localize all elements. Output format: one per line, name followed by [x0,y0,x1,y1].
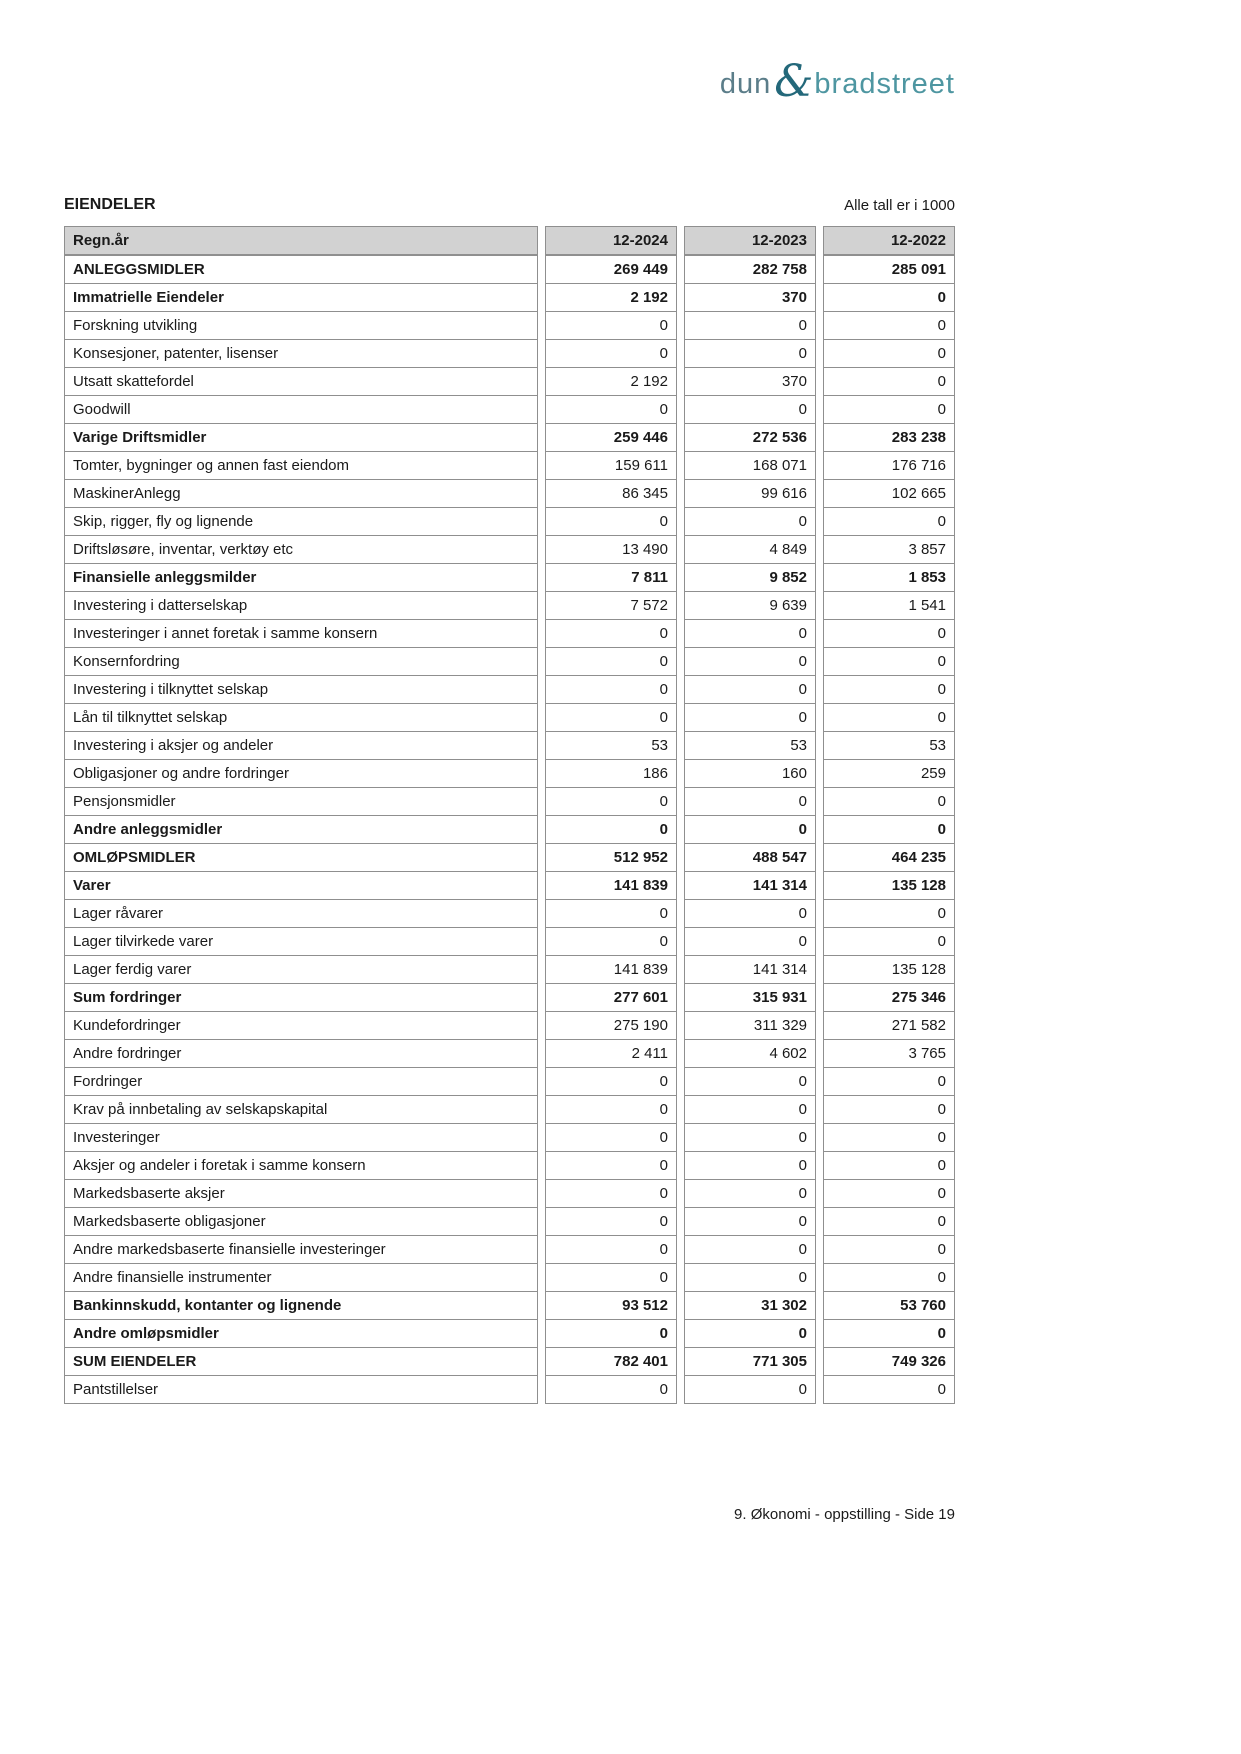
row-label: Lager ferdig varer [64,955,538,984]
table-row [64,675,955,704]
row-label: Utsatt skattefordel [64,367,538,396]
logo-word-dun: dun [719,68,772,100]
row-value: 0 [545,395,677,424]
row-value: 0 [545,1123,677,1152]
row-value: 0 [684,647,816,676]
row-value: 0 [545,339,677,368]
row-value: 53 760 [823,1291,955,1320]
row-value: 0 [823,703,955,732]
row-value: 0 [545,1263,677,1292]
row-value: 86 345 [545,479,677,508]
row-value: 0 [823,1375,955,1404]
row-label: Goodwill [64,395,538,424]
row-label: Aksjer og andeler i foretak i samme konsern [64,1151,538,1180]
table-row [64,1095,955,1124]
row-value: 160 [684,759,816,788]
row-value: 2 411 [545,1039,677,1068]
table-row [64,1235,955,1264]
table-row [64,1207,955,1236]
table-row [64,899,955,928]
row-label: Investering i aksjer og andeler [64,731,538,760]
row-value: 168 071 [684,451,816,480]
table-row [64,1011,955,1040]
table-row [64,395,955,424]
row-value: 135 128 [823,871,955,900]
units-note: Alle tall er i 1000 [844,197,955,214]
row-value: 0 [684,1151,816,1180]
table-row [64,787,955,816]
row-label: SUM EIENDELER [64,1347,538,1376]
row-value: 283 238 [823,423,955,452]
table-row [64,507,955,536]
row-value: 464 235 [823,843,955,872]
row-value: 141 839 [545,871,677,900]
row-value: 0 [545,1179,677,1208]
row-label: Lager tilvirkede varer [64,927,538,956]
row-label: Obligasjoner og andre fordringer [64,759,538,788]
row-label: Investeringer i annet foretak i samme konsern [64,619,538,648]
row-value: 370 [684,367,816,396]
row-value: 0 [684,1179,816,1208]
table-row [64,871,955,900]
row-value: 0 [684,1067,816,1096]
table-row [64,255,955,284]
row-value: 7 572 [545,591,677,620]
row-value: 488 547 [684,843,816,872]
table-heading-line [64,196,955,214]
column-header-2024: 12-2024 [545,226,677,255]
row-label: Bankinnskudd, kontanter og lignende [64,1291,538,1320]
row-value: 0 [823,647,955,676]
row-value: 9 852 [684,563,816,592]
row-label: MaskinerAnlegg [64,479,538,508]
row-value: 2 192 [545,367,677,396]
row-label: OMLØPSMIDLER [64,843,538,872]
row-label: Varige Driftsmidler [64,423,538,452]
row-value: 0 [545,1067,677,1096]
row-value: 0 [823,395,955,424]
row-value: 0 [545,311,677,340]
row-value: 0 [823,1123,955,1152]
table-row [64,535,955,564]
row-value: 0 [823,1263,955,1292]
row-value: 0 [823,507,955,536]
row-label: Pensjonsmidler [64,787,538,816]
row-value: 269 449 [545,255,677,284]
logo-word-bradstreet: bradstreet [814,68,955,100]
page-title: EIENDELER [64,196,156,213]
row-value: 0 [684,899,816,928]
row-label: ANLEGGSMIDLER [64,255,538,284]
row-value: 0 [545,1207,677,1236]
table-row [64,311,955,340]
table-row [64,1291,955,1320]
row-value: 0 [684,927,816,956]
row-value: 0 [823,927,955,956]
row-value: 135 128 [823,955,955,984]
table-row [64,1263,955,1292]
row-label: Kundefordringer [64,1011,538,1040]
row-value: 0 [684,1235,816,1264]
row-label: Markedsbaserte aksjer [64,1179,538,1208]
row-label: Andre markedsbaserte finansielle investeringer [64,1235,538,1264]
table-row [64,1151,955,1180]
row-value: 0 [823,1151,955,1180]
row-label: Andre fordringer [64,1039,538,1068]
row-value: 259 [823,759,955,788]
row-value: 186 [545,759,677,788]
table-row [64,283,955,312]
table-row [64,1039,955,1068]
row-value: 0 [823,675,955,704]
row-value: 0 [823,1067,955,1096]
row-value: 0 [684,787,816,816]
row-value: 102 665 [823,479,955,508]
row-value: 3 765 [823,1039,955,1068]
row-label: Immatrielle Eiendeler [64,283,538,312]
table-row [64,339,955,368]
row-label: Skip, rigger, fly og lignende [64,507,538,536]
row-value: 4 602 [684,1039,816,1068]
row-value: 0 [545,1095,677,1124]
row-value: 0 [823,1319,955,1348]
table-row [64,647,955,676]
table-row [64,1319,955,1348]
row-value: 9 639 [684,591,816,620]
row-value: 782 401 [545,1347,677,1376]
row-label: Investeringer [64,1123,538,1152]
row-value: 0 [684,1375,816,1404]
row-value: 0 [545,1319,677,1348]
row-value: 53 [823,731,955,760]
row-label: Sum fordringer [64,983,538,1012]
table-row [64,1067,955,1096]
row-value: 749 326 [823,1347,955,1376]
row-value: 141 314 [684,955,816,984]
table-row [64,619,955,648]
row-value: 311 329 [684,1011,816,1040]
row-label: Driftsløsøre, inventar, verktøy etc [64,535,538,564]
row-label: Lån til tilknyttet selskap [64,703,538,732]
row-value: 512 952 [545,843,677,872]
table-row [64,479,955,508]
row-label: Investering i datterselskap [64,591,538,620]
row-value: 0 [684,1207,816,1236]
table-row [64,731,955,760]
column-header-regnar: Regn.år [64,226,538,255]
row-value: 0 [684,507,816,536]
table-row [64,1123,955,1152]
table-row [64,815,955,844]
table-row [64,563,955,592]
row-value: 0 [684,339,816,368]
row-value: 0 [823,1179,955,1208]
row-value: 0 [545,899,677,928]
row-value: 272 536 [684,423,816,452]
row-value: 13 490 [545,535,677,564]
row-label: Lager råvarer [64,899,538,928]
row-value: 0 [545,815,677,844]
row-value: 0 [684,703,816,732]
row-value: 0 [545,675,677,704]
row-value: 0 [823,367,955,396]
row-value: 0 [823,283,955,312]
row-value: 0 [823,787,955,816]
row-value: 0 [684,395,816,424]
table-row [64,1375,955,1404]
row-label: Investering i tilknyttet selskap [64,675,538,704]
row-value: 0 [545,1375,677,1404]
table-row [64,843,955,872]
row-label: Fordringer [64,1067,538,1096]
row-value: 4 849 [684,535,816,564]
row-label: Finansielle anleggsmilder [64,563,538,592]
dun-bradstreet-logo: dun & bradstreet [719,56,955,107]
row-value: 53 [684,731,816,760]
table-row [64,1347,955,1376]
row-value: 0 [684,1263,816,1292]
row-value: 0 [823,1207,955,1236]
row-value: 0 [684,1123,816,1152]
row-value: 0 [545,619,677,648]
table-body [64,255,955,1404]
row-label: Andre omløpsmidler [64,1319,538,1348]
row-value: 141 839 [545,955,677,984]
row-value: 0 [823,815,955,844]
row-value: 285 091 [823,255,955,284]
row-value: 0 [545,1235,677,1264]
balance-sheet-table [64,226,955,1404]
row-value: 0 [684,675,816,704]
row-value: 0 [545,927,677,956]
row-label: Markedsbaserte obligasjoner [64,1207,538,1236]
row-value: 0 [684,1319,816,1348]
row-value: 0 [823,311,955,340]
row-value: 1 541 [823,591,955,620]
row-value: 0 [545,647,677,676]
row-value: 2 192 [545,283,677,312]
row-label: Varer [64,871,538,900]
row-label: Konsernfordring [64,647,538,676]
row-value: 0 [823,899,955,928]
column-header-2022: 12-2022 [823,226,955,255]
table-row [64,367,955,396]
row-value: 3 857 [823,535,955,564]
row-value: 159 611 [545,451,677,480]
row-value: 259 446 [545,423,677,452]
page-footer: 9. Økonomi - oppstilling - Side 19 [734,1506,955,1523]
row-value: 0 [545,1151,677,1180]
row-value: 53 [545,731,677,760]
table-row [64,451,955,480]
row-value: 370 [684,283,816,312]
row-value: 271 582 [823,1011,955,1040]
row-value: 0 [545,703,677,732]
row-value: 0 [684,311,816,340]
table-row [64,927,955,956]
row-value: 0 [545,507,677,536]
table-row [64,1179,955,1208]
row-label: Andre finansielle instrumenter [64,1263,538,1292]
row-label: Konsesjoner, patenter, lisenser [64,339,538,368]
row-value: 771 305 [684,1347,816,1376]
row-label: Krav på innbetaling av selskapskapital [64,1095,538,1124]
table-row [64,591,955,620]
row-label: Andre anleggsmidler [64,815,538,844]
row-value: 0 [684,1095,816,1124]
row-value: 275 190 [545,1011,677,1040]
table-row [64,423,955,452]
table-header-row [64,226,955,255]
table-row [64,955,955,984]
row-value: 0 [684,815,816,844]
row-value: 0 [545,787,677,816]
row-label: Tomter, bygninger og annen fast eiendom [64,451,538,480]
row-value: 0 [823,619,955,648]
row-value: 282 758 [684,255,816,284]
table-row [64,983,955,1012]
row-label: Forskning utvikling [64,311,538,340]
row-value: 0 [823,339,955,368]
row-value: 1 853 [823,563,955,592]
row-value: 275 346 [823,983,955,1012]
row-value: 315 931 [684,983,816,1012]
row-value: 99 616 [684,479,816,508]
row-label: Pantstillelser [64,1375,538,1404]
row-value: 0 [823,1235,955,1264]
row-value: 141 314 [684,871,816,900]
row-value: 0 [823,1095,955,1124]
table-row [64,759,955,788]
row-value: 31 302 [684,1291,816,1320]
row-value: 7 811 [545,563,677,592]
row-value: 93 512 [545,1291,677,1320]
row-value: 176 716 [823,451,955,480]
table-row [64,703,955,732]
row-value: 0 [684,619,816,648]
row-value: 277 601 [545,983,677,1012]
column-header-2023: 12-2023 [684,226,816,255]
